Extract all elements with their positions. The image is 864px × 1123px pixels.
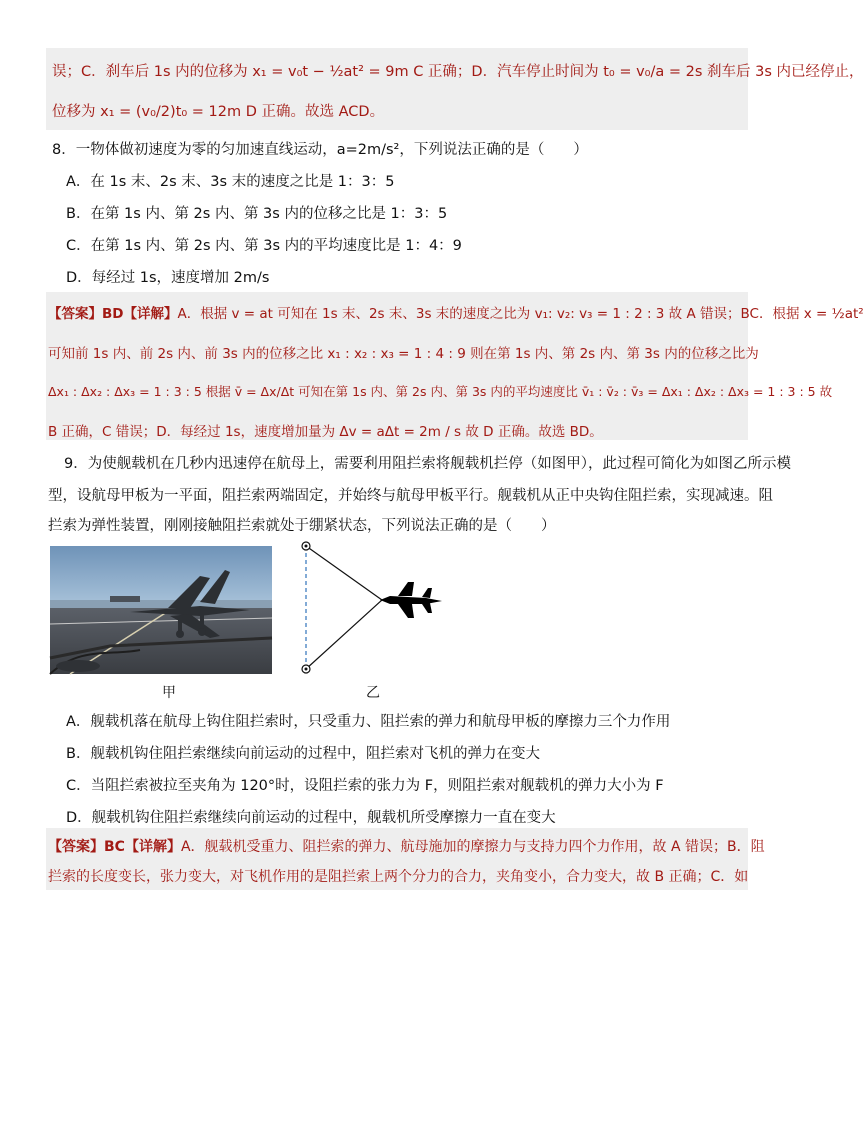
q9-option-a: A．舰载机落在航母上钩住阻拦索时，只受重力、阻拦索的弹力和航母甲板的摩擦力三个力作用	[66, 714, 671, 730]
q9-option-c: C．当阻拦索被拉至夹角为 120°时，设阻拦索的张力为 F，则阻拦索对舰载机的弹力大小为 F	[66, 778, 664, 794]
q9-stem-line-2: 型，设航母甲板为一平面，阻拦索两端固定，并始终与航母甲板平行。舰载机从正中央钩住阻拦索，实现减速。阻	[48, 488, 773, 504]
q9-option-d: D．舰载机钩住阻拦索继续向前运动的过程中，舰载机所受摩擦力一直在变大	[66, 810, 556, 826]
jet-silhouette-icon	[380, 582, 442, 618]
q9-stem-line-3: 拦索为弹性装置，刚刚接触阻拦索就处于绷紧状态，下列说法正确的是（ ）	[48, 518, 556, 534]
q9-stem-line-1: 9．为使舰载机在几秒内迅速停在航母上，需要利用阻拦索将舰载机拦停（如图甲），此过程可简化为如图乙所示模	[64, 456, 791, 472]
q8-answer-line-4: B 正确，C 错误；D．每经过 1s，速度增加量为 Δv = aΔt = 2m / s 故 D 正确。故选 BD。	[48, 424, 603, 440]
figure-label-b: 乙	[366, 685, 380, 701]
q9-answer-text-1: A．舰载机受重力、阻拦索的弹力、航母施加的摩擦力与支持力四个力作用，故 A 错误；B．阻	[180, 839, 765, 855]
q8-answer-line-2: 可知前 1s 内、前 2s 内、前 3s 内的位移之比 x₁ : x₂ : x₃ = 1 : 4 : 9 则在第 1s 内、第 2s 内、第 3s 内的位移之比为	[48, 346, 759, 362]
q8-answer-line-1	[48, 302, 864, 322]
arrest-cable-diagram	[294, 538, 454, 678]
carrier-jet-photo	[50, 546, 272, 674]
q9-option-b: B．舰载机钩住阻拦索继续向前运动的过程中，阻拦索对飞机的弹力在变大	[66, 746, 540, 762]
q8-option-d: D．每经过 1s，速度增加 2m/s	[66, 270, 270, 286]
q9-answer-line-1	[48, 836, 765, 856]
q8-option-a: A．在 1s 末、2s 末、3s 末的速度之比是 1：3：5	[66, 174, 395, 190]
q8-option-b: B．在第 1s 内、第 2s 内、第 3s 内的位移之比是 1：3：5	[66, 206, 448, 222]
q8-option-c: C．在第 1s 内、第 2s 内、第 3s 内的平均速度比是 1：4：9	[66, 238, 462, 254]
q8-answer-text-1: A．根据 v = at 可知在 1s 末、2s 末、3s 末的速度之比为 v₁: v₂: v₃ = 1 : 2 : 3 故 A 错误；BC．根据 x = ½at²	[177, 306, 864, 322]
q9-answer-line-2: 拦索的长度变长，张力变大，对飞机作用的是阻拦索上两个分力的合力，夹角变小，合力变大，故 B 正确；C．如	[48, 869, 749, 885]
q8-answer-line-3: Δx₁ : Δx₂ : Δx₃ = 1 : 3 : 5 根据 v̄ = Δx/Δt 可知在第 1s 内、第 2s 内、第 3s 内的平均速度比 v̄₁ : v̄₂ : v̄₃ = Δx₁ : Δx₂ : Δx₃ = 1 : 3 : 5 故	[48, 384, 833, 399]
figure-label-a: 甲	[162, 685, 176, 701]
prev-answer-line-2: 位移为 x₁ = (v₀/2)t₀ = 12m D 正确。故选 ACD。	[52, 104, 385, 120]
q8-answer-tag: 【答案】BD【详解】	[48, 306, 178, 322]
q9-answer-tag: 【答案】BC【详解】	[48, 839, 181, 855]
prev-answer-line-1: 误；C．刹车后 1s 内的位移为 x₁ = v₀t − ½at² = 9m C 正确；D．汽车停止时间为 t₀ = v₀/a = 2s 刹车后 3s 内已经停止，	[52, 64, 864, 80]
q8-stem: 8．一物体做初速度为零的匀加速直线运动，a=2m/s²，下列说法正确的是（ ）	[52, 142, 588, 158]
